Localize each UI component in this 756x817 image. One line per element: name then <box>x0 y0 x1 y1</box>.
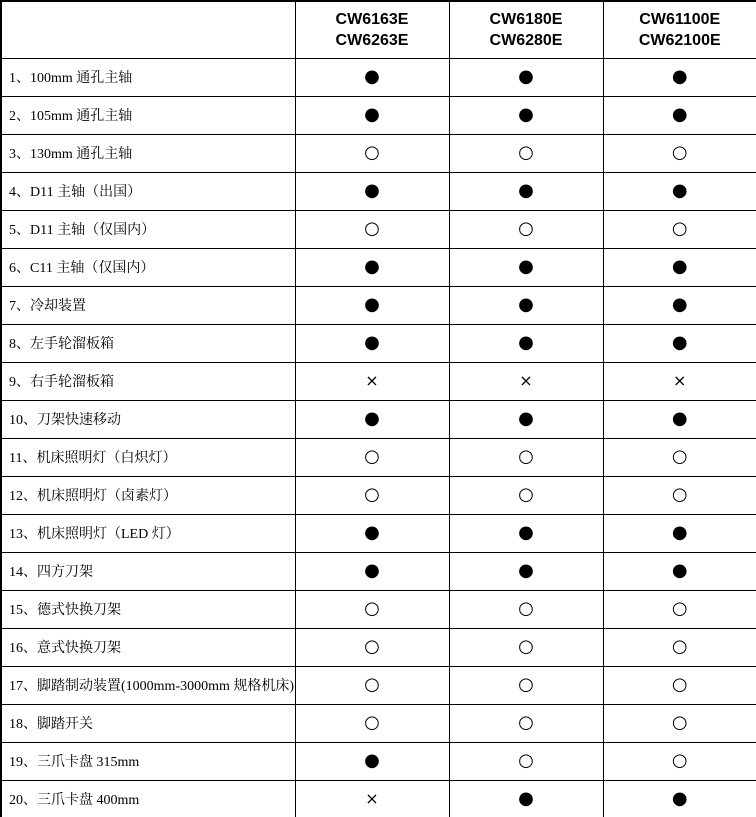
standard-filled-circle-symbol: ● <box>671 180 688 201</box>
availability-cell <box>449 324 603 362</box>
availability-cell <box>603 210 756 248</box>
standard-filled-circle-symbol: ● <box>518 180 534 201</box>
standard-filled-circle-symbol: ● <box>671 787 688 809</box>
availability-cell <box>295 780 449 817</box>
model-name-line: CW61100E <box>639 10 721 28</box>
standard-filled-circle-symbol: ● <box>671 408 688 429</box>
standard-filled-circle-symbol: ● <box>364 750 380 771</box>
table-row <box>1 210 756 248</box>
feature-label: 4、D11 主轴（出国） <box>1 172 295 210</box>
model-header-cw61100e <box>603 1 756 58</box>
optional-open-circle-symbol: ○ <box>671 142 688 163</box>
availability-cell <box>295 210 449 248</box>
model-name-line: CW6163E <box>335 10 409 28</box>
optional-open-circle-symbol: ○ <box>364 674 380 695</box>
availability-cell <box>295 134 449 172</box>
optional-open-circle-symbol: ○ <box>364 446 380 467</box>
standard-filled-circle-symbol: ● <box>364 560 380 581</box>
availability-cell <box>449 286 603 324</box>
optional-open-circle-symbol: ○ <box>671 712 688 733</box>
optional-open-circle-symbol: ○ <box>518 484 534 505</box>
availability-cell <box>603 590 756 628</box>
availability-cell <box>295 438 449 476</box>
table-row <box>1 172 756 210</box>
not-available-cross-symbol: × <box>365 788 379 808</box>
table-row <box>1 96 756 134</box>
availability-cell <box>295 58 449 96</box>
availability-cell <box>603 552 756 590</box>
availability-cell <box>603 172 756 210</box>
table-row <box>1 742 756 780</box>
availability-cell <box>295 286 449 324</box>
availability-cell <box>603 400 756 438</box>
availability-cell <box>449 438 603 476</box>
feature-label: 7、冷却装置 <box>1 286 295 324</box>
standard-filled-circle-symbol: ● <box>518 408 534 429</box>
availability-cell <box>295 476 449 514</box>
availability-cell <box>449 742 603 780</box>
feature-label: 14、四方刀架 <box>1 552 295 590</box>
feature-label: 13、机床照明灯（LED 灯） <box>1 514 295 552</box>
standard-filled-circle-symbol: ● <box>671 104 688 125</box>
optional-open-circle-symbol: ○ <box>364 598 380 619</box>
feature-label: 8、左手轮溜板箱 <box>1 324 295 362</box>
feature-label: 9、右手轮溜板箱 <box>1 362 295 400</box>
table-row <box>1 514 756 552</box>
optional-open-circle-symbol: ○ <box>518 636 534 657</box>
availability-cell <box>295 742 449 780</box>
standard-filled-circle-symbol: ● <box>518 66 534 87</box>
table-row <box>1 628 756 666</box>
optional-open-circle-symbol: ○ <box>364 484 380 505</box>
standard-filled-circle-symbol: ● <box>518 104 534 125</box>
optional-open-circle-symbol: ○ <box>518 712 534 733</box>
optional-open-circle-symbol: ○ <box>671 484 688 505</box>
standard-filled-circle-symbol: ● <box>671 560 688 581</box>
feature-label: 17、脚踏制动装置(1000mm-3000mm 规格机床) <box>1 666 295 704</box>
feature-label: 16、意式快换刀架 <box>1 628 295 666</box>
optional-open-circle-symbol: ○ <box>671 674 688 695</box>
availability-cell <box>449 362 603 400</box>
model-name-line: CW6180E <box>489 10 563 28</box>
feature-label: 19、三爪卡盘 315mm <box>1 742 295 780</box>
table-row <box>1 590 756 628</box>
availability-cell <box>449 704 603 742</box>
optional-open-circle-symbol: ○ <box>518 446 534 467</box>
standard-filled-circle-symbol: ● <box>364 104 380 125</box>
availability-cell <box>603 58 756 96</box>
feature-label: 12、机床照明灯（卤素灯） <box>1 476 295 514</box>
standard-filled-circle-symbol: ● <box>671 522 688 543</box>
standard-filled-circle-symbol: ● <box>364 66 380 87</box>
table-row <box>1 134 756 172</box>
availability-cell <box>449 552 603 590</box>
availability-cell <box>295 704 449 742</box>
optional-open-circle-symbol: ○ <box>364 218 380 239</box>
availability-cell <box>295 172 449 210</box>
optional-open-circle-symbol: ○ <box>671 598 688 619</box>
not-available-cross-symbol: × <box>673 371 687 390</box>
standard-filled-circle-symbol: ● <box>364 256 380 277</box>
not-available-cross-symbol: × <box>365 371 379 390</box>
optional-open-circle-symbol: ○ <box>518 750 534 771</box>
standard-filled-circle-symbol: ● <box>518 332 534 353</box>
standard-filled-circle-symbol: ● <box>671 256 688 277</box>
availability-cell <box>603 666 756 704</box>
availability-cell <box>295 514 449 552</box>
optional-open-circle-symbol: ○ <box>364 712 380 733</box>
availability-cell <box>603 134 756 172</box>
feature-label: 2、105mm 通孔主轴 <box>1 96 295 134</box>
table-row <box>1 438 756 476</box>
feature-label: 3、130mm 通孔主轴 <box>1 134 295 172</box>
availability-cell <box>603 628 756 666</box>
availability-cell <box>295 362 449 400</box>
feature-label: 15、德式快换刀架 <box>1 590 295 628</box>
availability-cell <box>449 172 603 210</box>
availability-cell <box>603 476 756 514</box>
standard-filled-circle-symbol: ● <box>518 256 534 277</box>
table-row <box>1 704 756 742</box>
availability-cell <box>295 666 449 704</box>
standard-filled-circle-symbol: ● <box>671 66 688 87</box>
availability-cell <box>449 248 603 286</box>
model-header-cw6163e <box>295 1 449 58</box>
model-header-cw6180e <box>449 1 603 58</box>
optional-open-circle-symbol: ○ <box>671 636 688 657</box>
not-available-cross-symbol: × <box>519 371 533 390</box>
optional-open-circle-symbol: ○ <box>364 636 380 657</box>
standard-filled-circle-symbol: ● <box>364 294 380 315</box>
availability-cell <box>603 514 756 552</box>
feature-label: 5、D11 主轴（仅国内） <box>1 210 295 248</box>
availability-cell <box>603 324 756 362</box>
standard-filled-circle-symbol: ● <box>364 408 380 429</box>
availability-cell <box>603 780 756 817</box>
availability-cell <box>603 742 756 780</box>
standard-filled-circle-symbol: ● <box>518 294 534 315</box>
standard-filled-circle-symbol: ● <box>518 522 534 543</box>
availability-cell <box>449 590 603 628</box>
feature-label: 20、三爪卡盘 400mm <box>1 780 295 817</box>
optional-open-circle-symbol: ○ <box>518 674 534 695</box>
optional-open-circle-symbol: ○ <box>364 142 380 163</box>
availability-cell <box>295 96 449 134</box>
availability-cell <box>295 590 449 628</box>
availability-cell <box>603 704 756 742</box>
feature-label: 10、刀架快速移动 <box>1 400 295 438</box>
availability-cell <box>603 362 756 400</box>
availability-cell <box>449 514 603 552</box>
feature-label: 18、脚踏开关 <box>1 704 295 742</box>
table-row <box>1 248 756 286</box>
model-name-line: CW62100E <box>638 31 721 49</box>
table-body <box>1 58 756 817</box>
table-row <box>1 400 756 438</box>
availability-cell <box>449 134 603 172</box>
availability-cell <box>295 324 449 362</box>
header-row <box>1 1 756 58</box>
availability-cell <box>603 286 756 324</box>
availability-cell <box>295 552 449 590</box>
feature-label: 11、机床照明灯（白炽灯） <box>1 438 295 476</box>
availability-cell <box>449 476 603 514</box>
optional-open-circle-symbol: ○ <box>518 598 534 619</box>
optional-open-circle-symbol: ○ <box>671 750 688 771</box>
availability-cell <box>603 248 756 286</box>
table-row <box>1 324 756 362</box>
table-row <box>1 362 756 400</box>
model-name-line: CW6263E <box>335 31 409 49</box>
table-row <box>1 552 756 590</box>
availability-cell <box>295 248 449 286</box>
model-name-line: CW6280E <box>489 31 563 49</box>
availability-cell <box>449 400 603 438</box>
optional-open-circle-symbol: ○ <box>518 142 534 163</box>
standard-filled-circle-symbol: ● <box>671 294 688 315</box>
standard-filled-circle-symbol: ● <box>364 332 380 353</box>
table-row <box>1 666 756 704</box>
optional-open-circle-symbol: ○ <box>518 218 534 239</box>
availability-cell <box>449 666 603 704</box>
standard-filled-circle-symbol: ● <box>518 787 534 809</box>
standard-filled-circle-symbol: ● <box>518 560 534 581</box>
feature-column-header <box>1 1 295 58</box>
availability-cell <box>449 58 603 96</box>
availability-cell <box>603 438 756 476</box>
standard-filled-circle-symbol: ● <box>364 522 380 543</box>
availability-cell <box>449 210 603 248</box>
availability-cell <box>295 628 449 666</box>
table-row <box>1 58 756 96</box>
feature-label: 6、C11 主轴（仅国内） <box>1 248 295 286</box>
feature-label: 1、100mm 通孔主轴 <box>1 58 295 96</box>
standard-filled-circle-symbol: ● <box>671 332 688 353</box>
table-row <box>1 286 756 324</box>
optional-open-circle-symbol: ○ <box>671 218 688 239</box>
table-row <box>1 476 756 514</box>
availability-cell <box>449 780 603 817</box>
availability-cell <box>449 96 603 134</box>
availability-cell <box>295 400 449 438</box>
standard-filled-circle-symbol: ● <box>364 180 380 201</box>
table-row <box>1 780 756 817</box>
availability-cell <box>449 628 603 666</box>
optional-open-circle-symbol: ○ <box>671 446 688 467</box>
availability-cell <box>603 96 756 134</box>
